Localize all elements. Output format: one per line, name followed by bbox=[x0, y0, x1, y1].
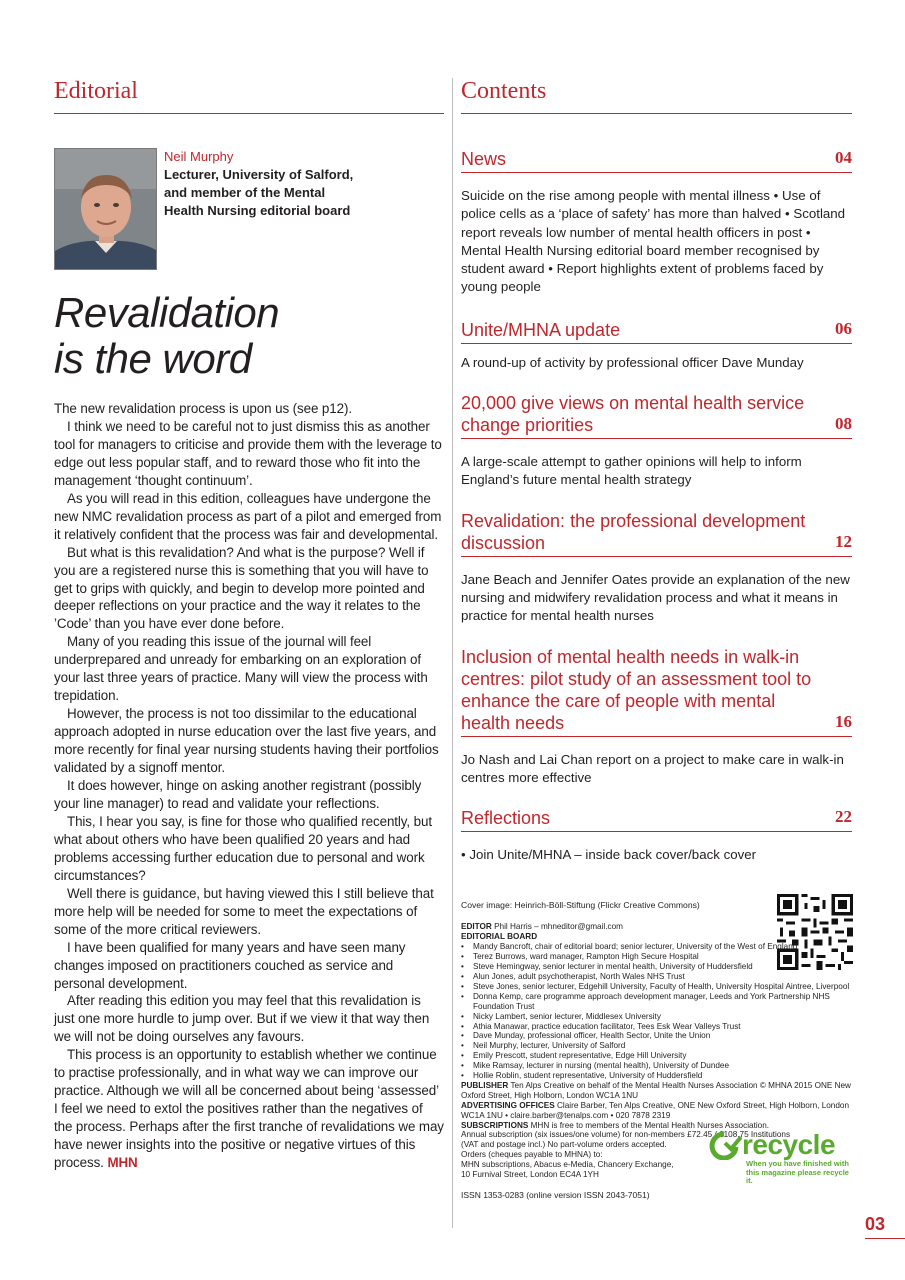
editorial-body bbox=[54, 400, 444, 1172]
paragraph: It does however, hinge on asking another registrant (possibly your line manager) to read and validate your reflections. bbox=[54, 778, 422, 811]
paragraph: After reading this edition you may feel that this revalidation is just one more hurdle to jump over. But if we view it that way then we will not be doing ourselves any favours. bbox=[54, 993, 430, 1045]
entry-heading bbox=[461, 807, 852, 832]
entry-description: A large-scale attempt to gather opinions will help to inform England’s future mental health strategy bbox=[461, 454, 802, 488]
column-divider bbox=[452, 78, 453, 1228]
paragraph: As you will read in this edition, colleagues have undergone the new NMC revalidation process as part of a pilot and emerged from it relatively confident that the process was fair and developmental. bbox=[54, 490, 442, 542]
editorial-column bbox=[54, 78, 444, 1172]
list-item: • Mandy Bancroft, chair of editorial board; senior lecturer, University of the West of England bbox=[461, 942, 852, 952]
recycle-sub-line-2: this magazine please recycle it. bbox=[746, 1167, 849, 1186]
orders-line: 10 Furnival Street, London EC4A 1YH bbox=[461, 1170, 599, 1180]
paragraph: I have been qualified for many years and have seen many changes imposed on practitioners couched as service and personal development. bbox=[54, 939, 406, 991]
editorial-headline bbox=[54, 290, 444, 382]
list-item: • Donna Kemp, care programme approach development manager, Leeds and York Partnership NHS Foundation Trust bbox=[461, 992, 852, 1012]
paragraph: However, the process is not too dissimilar to the educational approach adopted in nurse education over the last five years, and more recently for final year nursing students having their portfolios validated by a signoff mentor. bbox=[54, 706, 439, 776]
paragraph: This, I hear you say, is fine for those who qualified recently, but what about others who have been qualified 20 years and had problems accessing further education due to personal and work circumstances? bbox=[54, 813, 432, 883]
list-item: • Hollie Roblin, student representative, University of Huddersfield bbox=[461, 1071, 852, 1081]
entry-page-number: 12 bbox=[835, 531, 852, 551]
subscription-terms-line: (VAT and postage incl.) No part-volume orders accepted. bbox=[461, 1140, 667, 1150]
contents-entry-reflections[interactable] bbox=[461, 807, 852, 864]
list-item: • Terez Burrows, ward manager, Rampton High Secure Hospital bbox=[461, 952, 852, 962]
paragraph: Many of you reading this issue of the journal will feel underprepared and unready for embarking on an exploration of your last three years of practice. Many will view the process with trepidation. bbox=[54, 634, 428, 704]
editor-label: EDITOR bbox=[461, 922, 492, 932]
orders-line: Orders (cheques payable to MHNA) to: bbox=[461, 1150, 603, 1160]
list-item: • Athia Manawar, practice education facilitator, Tees Esk Wear Valleys Trust bbox=[461, 1022, 852, 1032]
contents-column bbox=[461, 78, 852, 1200]
entry-title: Reflections bbox=[461, 808, 551, 829]
recycle-word: recycle bbox=[742, 1129, 836, 1161]
contents-entry-revalidation[interactable] bbox=[461, 510, 852, 626]
headline-line-2: is the word bbox=[54, 335, 252, 382]
list-item: • Alun Jones, adult psychotherapist, North Wales NHS Trust bbox=[461, 972, 852, 982]
list-item: • Mike Ramsay, lecturer in nursing (mental health), University of Dundee bbox=[461, 1061, 852, 1071]
contents-entry-walk-in-centres[interactable] bbox=[461, 646, 852, 788]
entry-description: Jane Beach and Jennifer Oates provide an explanation of the new nursing and midwifery revalidation process and what it means in practice for mental health nurses bbox=[461, 571, 850, 624]
entry-title: Revalidation: the professional development discussion bbox=[461, 510, 806, 553]
editorial-section-title: Editorial bbox=[54, 78, 444, 114]
entry-page-number: 22 bbox=[835, 807, 852, 827]
paragraph-last bbox=[54, 1046, 444, 1172]
recycle-sub-line-1: When you have finished with bbox=[746, 1159, 849, 1169]
author-role: Lecturer, University of Salford, and member of the Mental Health Nursing editorial board bbox=[164, 167, 354, 218]
entry-description: • Join Unite/MHNA – inside back cover/back cover bbox=[461, 847, 757, 863]
entry-heading bbox=[461, 510, 852, 557]
subscriptions-label: SUBSCRIPTIONS bbox=[461, 1120, 529, 1130]
paragraph: I think we need to be careful not to just dismiss this as another tool for managers to criticise and provide them with the leverage to edge out less popular staff, and to reward those who fit into the management ‘thought continuum’. bbox=[54, 418, 442, 488]
entry-page-number: 08 bbox=[835, 414, 852, 434]
list-item: • Emily Prescott, student representative, Edge Hill University bbox=[461, 1051, 852, 1061]
entry-title: Inclusion of mental health needs in walk-in centres: pilot study of an assessment tool to enhance the care of people with mental health needs bbox=[461, 646, 812, 733]
recycle-icon bbox=[706, 1130, 742, 1160]
entry-page-number: 16 bbox=[835, 711, 852, 731]
entry-heading bbox=[461, 646, 852, 737]
issn: ISSN 1353-0283 (online version ISSN 2043-7051) bbox=[461, 1190, 650, 1201]
entry-heading bbox=[461, 319, 852, 344]
mhn-sign-off: MHN bbox=[107, 1155, 138, 1171]
advertising-label: ADVERTISING OFFICES bbox=[461, 1100, 555, 1110]
paragraph: Well there is guidance, but having viewed this I still believe that more help will be needed for some to meet the expectations of some of the more critical reviewers. bbox=[54, 885, 434, 937]
publisher-line bbox=[461, 1081, 852, 1101]
board-label-text: EDITORIAL BOARD bbox=[461, 932, 538, 942]
page-number: 03 bbox=[865, 1214, 905, 1239]
entry-description: Jo Nash and Lai Chan report on a project to make care in walk-in centres more effective bbox=[461, 751, 844, 785]
paragraph: The new revalidation process is upon us (see p12). bbox=[54, 401, 352, 416]
contents-entry-unite-update[interactable] bbox=[461, 319, 852, 372]
paragraph-last-text: This process is an opportunity to establish whether we continue to practise professionally, and in what way we can improve our practice. Although we will all be concerned about being ‘assessed’ I feel we need to extol the positives rather than the negatives of the process. Perhaps after the first tranche of revalidations we may have newer insights into the positive or negative virtues of this process. bbox=[54, 1047, 444, 1171]
headline-line-1: Revalidation bbox=[54, 289, 280, 336]
contents-entry-service-priorities[interactable] bbox=[461, 392, 852, 490]
list-item: • Steve Jones, senior lecturer, Edgehill University, Faculty of Health, University Hospital Aintree, Liverpool bbox=[461, 982, 852, 992]
entry-heading bbox=[461, 148, 852, 173]
publisher-value: Ten Alps Creative on behalf of the Mental Health Nurses Association © MHNA 2015 ONE New Oxford Street, High Holborn, London WC1A 1NU bbox=[461, 1080, 851, 1100]
author-name: Neil Murphy bbox=[164, 149, 234, 164]
entry-title: News bbox=[461, 149, 507, 169]
entry-description: Suicide on the rise among people with mental illness • Use of police cells as a ‘place of safety’ has more than halved • Scotland report reveals low number of mental health officers in post • Mental Health Nursing editorial board member recognised by student award • Report highlights extent of problems faced by young people bbox=[461, 188, 846, 295]
author-block bbox=[54, 148, 444, 268]
entry-page-number: 04 bbox=[835, 148, 852, 167]
contents-section-title: Contents bbox=[461, 78, 852, 114]
credits-area bbox=[461, 900, 852, 1200]
board-members-list bbox=[461, 942, 852, 1081]
cover-image-credit: Cover image: Heinrich-Böll-Stiftung (Flickr Creative Commons) bbox=[461, 900, 700, 911]
author-photo bbox=[54, 148, 157, 270]
contents-entry-news[interactable] bbox=[461, 148, 852, 297]
entry-page-number: 06 bbox=[835, 318, 852, 338]
entry-title: 20,000 give views on mental health service change priorities bbox=[461, 393, 805, 436]
recycle-logo bbox=[706, 1130, 856, 1186]
entry-heading bbox=[461, 392, 852, 439]
editor-value: Phil Harris – mhneditor@gmail.com bbox=[494, 922, 623, 932]
masthead-credits bbox=[461, 922, 852, 1186]
entry-description: A round-up of activity by professional officer Dave Munday bbox=[461, 354, 804, 370]
list-item: • Nicky Lambert, senior lecturer, Middlesex University bbox=[461, 1012, 852, 1022]
subscriptions-value: MHN is free to members of the Mental Health Nurses Association. bbox=[530, 1120, 770, 1130]
entry-title: Unite/MHNA update bbox=[461, 319, 621, 340]
author-text bbox=[164, 148, 364, 220]
recycle-logo-row bbox=[706, 1130, 856, 1160]
publisher-label: PUBLISHER bbox=[461, 1080, 509, 1090]
advertising-line bbox=[461, 1101, 852, 1121]
list-item: • Steve Hemingway, senior lecturer in mental health, University of Huddersfield bbox=[461, 962, 852, 972]
advertising-value: Claire Barber, Ten Alps Creative, ONE New Oxford Street, High Holborn, London WC1A 1NU • claire.barber@tenalps.com • 020 7878 2319 bbox=[461, 1100, 850, 1120]
paragraph: But what is this revalidation? And what is the purpose? Well if you are a registered nurse this is something that you will have to get to grips with quickly, and begin to develop more pointed and deeper reflections on your practice and the way it relates to the ’Code’ than you have ever done before. bbox=[54, 544, 429, 632]
orders-line: MHN subscriptions, Abacus e-Media, Chancery Exchange, bbox=[461, 1160, 674, 1170]
list-item: • Dave Munday, professional officer, Health Sector, Unite the Union bbox=[461, 1031, 852, 1041]
subscription-price-line: Annual subscription (six issues/one volume) for non-members £72.45 / £108.75 Institutions bbox=[461, 1130, 791, 1140]
list-item: • Neil Murphy, lecturer, University of Salford bbox=[461, 1041, 852, 1051]
